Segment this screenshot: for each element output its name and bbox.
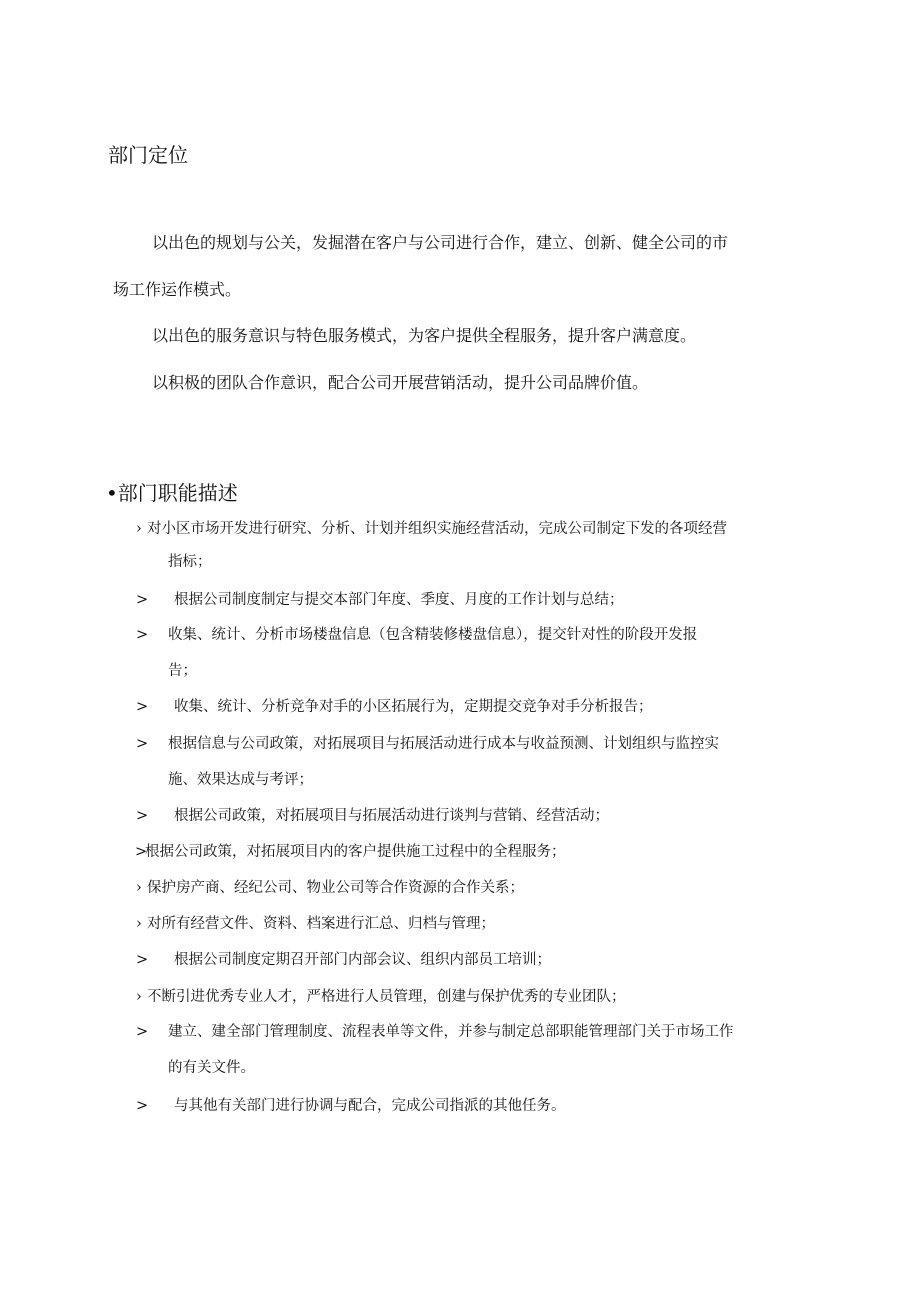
list-item — [0, 842, 920, 862]
list-item-text: 根据公司政策，对拓展项目与拓展活动进行谈判与营销、经营活动； — [174, 808, 609, 824]
chevron-right-icon: > — [136, 1098, 149, 1114]
list-item-text: 根据公司政策，对拓展项目内的客户提供施工过程中的全程服务； — [145, 844, 566, 860]
list-item-continuation: 告； — [168, 663, 197, 679]
positioning-paragraph-3: 以积极的团队合作意识，配合公司开展营销活动，提升公司品牌价值。 — [152, 373, 649, 392]
list-item-text: 与其他有关部门进行协调与配合，完成公司指派的其他任务。 — [174, 1098, 566, 1114]
positioning-paragraph-2: 以出色的服务意识与特色服务模式，为客户提供全程服务，提升客户满意度。 — [152, 326, 697, 345]
list-item — [0, 806, 920, 826]
chevron-right-icon: > — [136, 736, 149, 752]
list-item — [0, 590, 920, 610]
chevron-right-icon: > — [136, 592, 149, 608]
list-item-text: 根据公司制度制定与提交本部门年度、季度、月度的工作计划与总结； — [174, 592, 624, 608]
section-title-text: 部门职能描述 — [117, 481, 238, 505]
list-item — [0, 914, 920, 934]
list-item — [0, 987, 920, 1007]
list-item — [0, 1022, 920, 1042]
list-item — [0, 878, 920, 898]
chevron-right-icon: › — [136, 880, 142, 896]
list-item-text: 根据信息与公司政策，对拓展项目与拓展活动进行成本与收益预测、计划组织与监控实 — [168, 736, 719, 752]
list-item — [0, 734, 920, 754]
section-title-department-positioning: 部门定位 — [108, 143, 188, 167]
bullet-icon: • — [106, 481, 118, 505]
list-item-continuation: 指标； — [168, 554, 212, 570]
list-item-text: 建立、建全部门管理制度、流程表单等文件，并参与制定总部职能管理部门关于市场工作 — [168, 1024, 734, 1040]
chevron-right-icon: > — [136, 1024, 149, 1040]
list-item-text: 收集、统计、分析市场楼盘信息（包含精装修楼盘信息），提交针对性的阶段开发报 — [168, 627, 698, 643]
list-item-text: 对小区市场开发进行研究、分析、计划并组织实施经营活动，完成公司制定下发的各项经营 — [147, 521, 727, 537]
chevron-right-icon: › — [136, 916, 142, 932]
list-item-text: 不断引进优秀专业人才，严格进行人员管理，创建与保护优秀的专业团队； — [147, 989, 626, 1005]
chevron-right-icon: > — [136, 952, 149, 968]
list-item-text: 对所有经营文件、资料、档案进行汇总、归档与管理； — [147, 916, 495, 932]
list-item-text: 根据公司制度定期召开部门内部会议、组织内部员工培训； — [174, 952, 551, 968]
chevron-right-icon: > — [135, 844, 148, 860]
chevron-right-icon: > — [136, 699, 149, 715]
list-item-text: 收集、统计、分析竞争对手的小区拓展行为，定期提交竞争对手分析报告； — [174, 699, 653, 715]
chevron-right-icon: › — [136, 521, 142, 537]
list-item — [0, 625, 920, 645]
chevron-right-icon: > — [136, 627, 149, 643]
chevron-right-icon: > — [136, 808, 149, 824]
list-item-text: 保护房产商、经纪公司、物业公司等合作资源的合作关系； — [147, 880, 524, 896]
list-item — [0, 697, 920, 717]
chevron-right-icon: › — [136, 989, 142, 1005]
list-item-continuation: 施、效果达成与考评； — [168, 772, 313, 788]
list-item — [0, 950, 920, 970]
section-title-department-functions — [106, 479, 238, 507]
list-item — [0, 519, 920, 539]
positioning-paragraph-1-line-2: 场工作运作模式。 — [113, 280, 242, 299]
list-item-continuation: 的有关文件。 — [168, 1060, 255, 1076]
list-item — [0, 1096, 920, 1116]
positioning-paragraph-1-line-1: 以出色的规划与公关，发掘潜在客户与公司进行合作，建立、创新、健全公司的市 — [152, 233, 729, 252]
